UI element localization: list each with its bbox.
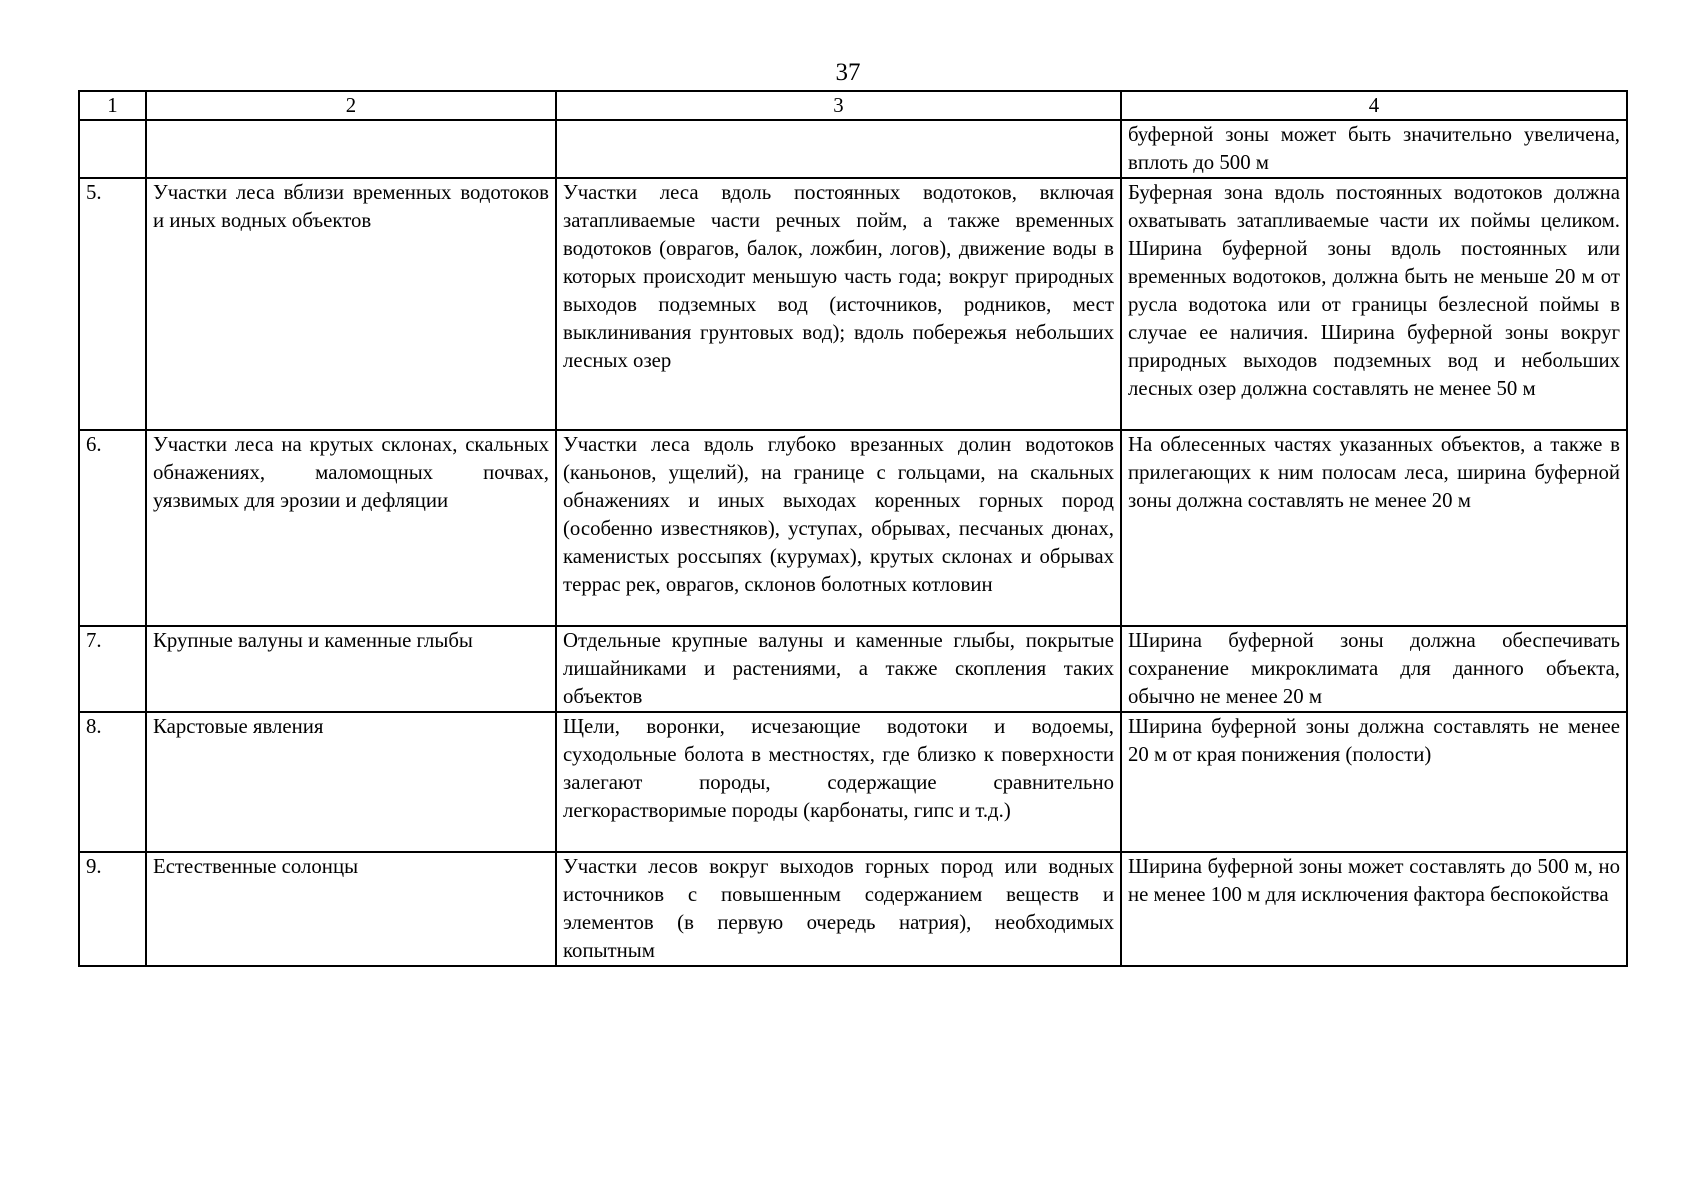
column-header: 2 (146, 91, 556, 120)
buffer-zone-cell: Буферная зона вдоль постоянных водотоков должна охватывать затапливаемые части их поймы целиком. Ширина буферной зоны вдоль постоянных или временных водотоков, должна быть не меньше 20 м от русла водотока или от границы безлесной поймы в случае ее наличия. Ширина буферной зоны вокруг природных выходов подземных вод и небольших лесных озер должна составлять не менее 50 м (1121, 178, 1627, 430)
description-cell: Участки лесов вокруг выходов горных пород или водных источников с повышенным содержанием веществ и элементов (в первую очередь натрия), необходимых копытным (556, 852, 1121, 966)
description-cell: Участки леса вдоль глубоко врезанных долин водотоков (каньонов, ущелий), на границе с гольцами, на скальных обнажениях и иных выходах коренных горных пород (особенно известняков), уступах, обрывах, песчаных дюнах, каменистых россыпях (курумах), крутых склонах и обрывах террас рек, оврагов, склонов болотных котловин (556, 430, 1121, 626)
page-number: 37 (835, 59, 861, 86)
object-cell (146, 120, 556, 178)
object-cell: Участки леса вблизи временных водотоков и иных водных объектов (146, 178, 556, 430)
table-row (79, 712, 1627, 852)
column-header: 1 (79, 91, 146, 120)
description-cell: Щели, воронки, исчезающие водотоки и водоемы, суходольные болота в местностях, где близко к поверхности залегают породы, содержащие сравнительно легкорастворимые породы (карбонаты, гипс и т.д.) (556, 712, 1121, 852)
object-cell: Участки леса на крутых склонах, скальных обнажениях, маломощных почвах, уязвимых для эрозии и дефляции (146, 430, 556, 626)
object-cell: Карстовые явления (146, 712, 556, 852)
description-cell: Отдельные крупные валуны и каменные глыбы, покрытые лишайниками и растениями, а также скопления таких объектов (556, 626, 1121, 712)
row-number-cell: 7. (79, 626, 146, 712)
description-cell (556, 120, 1121, 178)
table-row (79, 120, 1627, 178)
buffer-zone-cell: На облесенных частях указанных объектов, а также в прилегающих к ним полосам леса, ширина буферной зоны должна составлять не менее 20 м (1121, 430, 1627, 626)
row-number-cell: 9. (79, 852, 146, 966)
buffer-zone-cell: буферной зоны может быть значительно увеличена, вплоть до 500 м (1121, 120, 1627, 178)
table-row (79, 852, 1627, 966)
table-row (79, 178, 1627, 430)
column-header: 3 (556, 91, 1121, 120)
column-header: 4 (1121, 91, 1627, 120)
buffer-zone-cell: Ширина буферной зоны может составлять до 500 м, но не менее 100 м для исключения фактора беспокойства (1121, 852, 1627, 966)
object-cell: Естественные солонцы (146, 852, 556, 966)
buffer-zone-cell: Ширина буферной зоны должна составлять не менее 20 м от края понижения (полости) (1121, 712, 1627, 852)
object-cell: Крупные валуны и каменные глыбы (146, 626, 556, 712)
table-row (79, 626, 1627, 712)
buffer-zone-table (78, 90, 1628, 967)
row-number-cell: 5. (79, 178, 146, 430)
buffer-zone-cell: Ширина буферной зоны должна обеспечивать сохранение микроклимата для данного объекта, обычно не менее 20 м (1121, 626, 1627, 712)
description-cell: Участки леса вдоль постоянных водотоков, включая затапливаемые части речных пойм, а также временных водотоков (оврагов, балок, ложбин, логов), движение воды в которых происходит меньшую часть года; вокруг природных выходов подземных вод (источников, родников, мест выклинивания грунтовых вод); вдоль побережья небольших лесных озер (556, 178, 1121, 430)
table-header-row (79, 91, 1627, 120)
row-number-cell (79, 120, 146, 178)
row-number-cell: 8. (79, 712, 146, 852)
row-number-cell: 6. (79, 430, 146, 626)
table-row (79, 430, 1627, 626)
